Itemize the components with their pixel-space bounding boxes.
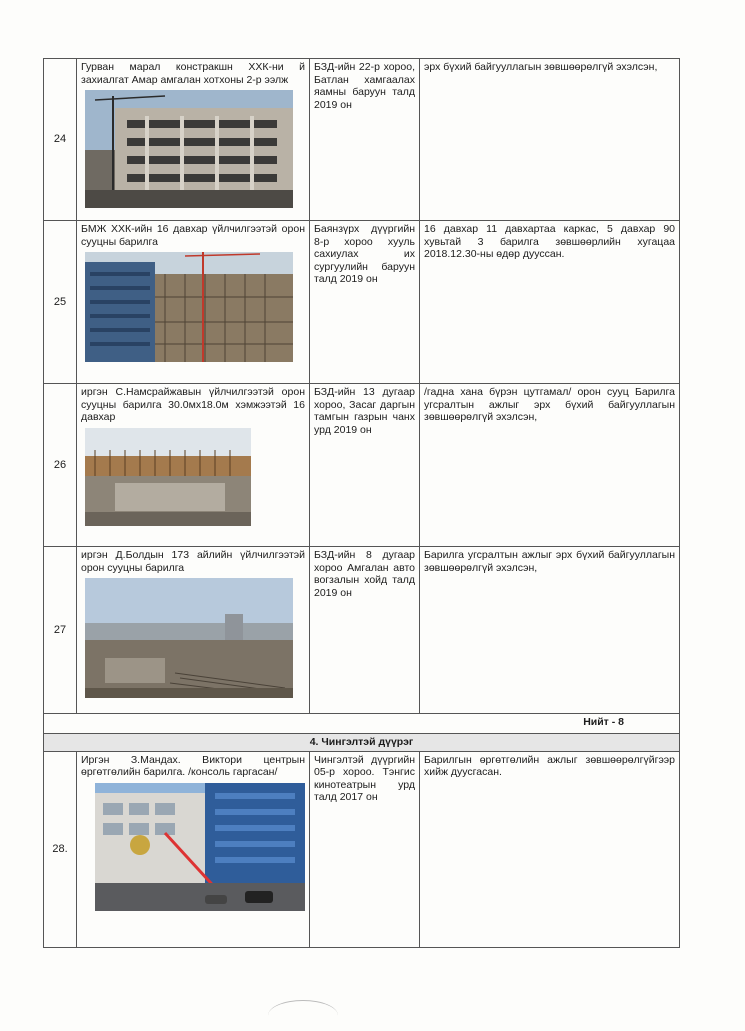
total-row	[44, 714, 680, 734]
location-cell: БЗД-ийн 22-р хороо, Батлан хамгаалах яамны баруун талд 2019 он	[310, 59, 420, 221]
section-header-row	[44, 734, 680, 752]
violations-table	[43, 58, 680, 948]
construction-photo	[85, 428, 305, 526]
table-row	[44, 751, 680, 947]
building-description: Гурван марал констракшн ХХК-ни й захиалгат Амар амгалан хотхоны 2-р ээлж	[81, 61, 305, 86]
remark-cell: Барилгын өргөтгөлийн ажлыг зөвшөөрөлгүйгээр хийж дуусгасан.	[420, 751, 680, 947]
construction-photo	[85, 90, 305, 208]
remark-cell: эрх бүхий байгууллагын зөвшөөрөлгүй эхэлсэн,	[420, 59, 680, 221]
page-arc-mark	[268, 1000, 338, 1031]
remark-cell: /гадна хана бүрэн цутгамал/ орон сууц Барилга угсралтын ажлыг эрх бүхий байгууллагын зөвшөөрөлгүй эхэлсэн,	[420, 384, 680, 547]
location-cell: Чингэлтэй дүүргийн 05-р хороо. Тэнгис кинотеатрын урд талд 2017 он	[310, 751, 420, 947]
row-number: 26	[44, 384, 77, 547]
table-row	[44, 384, 680, 547]
table-row	[44, 221, 680, 384]
location-cell: БЗД-ийн 8 дугаар хороо Амгалан авто вогзалын хойд талд 2019 он	[310, 547, 420, 714]
construction-photo	[85, 578, 305, 698]
construction-photo	[95, 783, 305, 911]
building-description-cell	[77, 751, 310, 947]
total-label: Нийт - 8	[44, 714, 680, 734]
building-description-cell	[77, 59, 310, 221]
building-description-cell	[77, 221, 310, 384]
building-description: Иргэн З.Мандах. Виктори центрын өргөтгөлийн барилга. /консоль гаргасан/	[81, 753, 305, 778]
table-row	[44, 59, 680, 221]
building-description-cell	[77, 547, 310, 714]
remark-cell: Барилга угсралтын ажлыг эрх бүхий байгууллагын зөвшөөрөлгүй эхэлсэн,	[420, 547, 680, 714]
remark-cell: 16 давхар 11 давхартаа каркас, 5 давхар 90 хувьтай 3 барилга зөвшөөрлийн хугацаа 2018.12.30-ны өдөр дууссан.	[420, 221, 680, 384]
row-number: 24	[44, 59, 77, 221]
construction-photo	[85, 252, 305, 362]
row-number: 25	[44, 221, 77, 384]
building-description: иргэн С.Намсрайжавын үйлчилгээтэй орон сууцны барилга 30.0мх18.0м хэмжээтэй 16 давхар	[81, 386, 305, 423]
row-number: 27	[44, 547, 77, 714]
building-description: БМЖ ХХК-ийн 16 давхар үйлчилгээтэй орон сууцны барилга	[81, 223, 305, 248]
building-description: иргэн Д.Болдын 173 айлийн үйлчилгээтэй орон сууцны барилга	[81, 549, 305, 574]
district-section-title: 4. Чингэлтэй дүүрэг	[44, 734, 680, 752]
table-row	[44, 547, 680, 714]
location-cell: Баянзүрх дүүргийн 8-р хороо хууль сахиулах их сургуулийн баруун талд 2019 он	[310, 221, 420, 384]
row-number: 28.	[44, 751, 77, 947]
building-description-cell	[77, 384, 310, 547]
location-cell: БЗД-ийн 13 дугаар хороо, Засаг даргын тамгын газрын чанх урд 2019 он	[310, 384, 420, 547]
